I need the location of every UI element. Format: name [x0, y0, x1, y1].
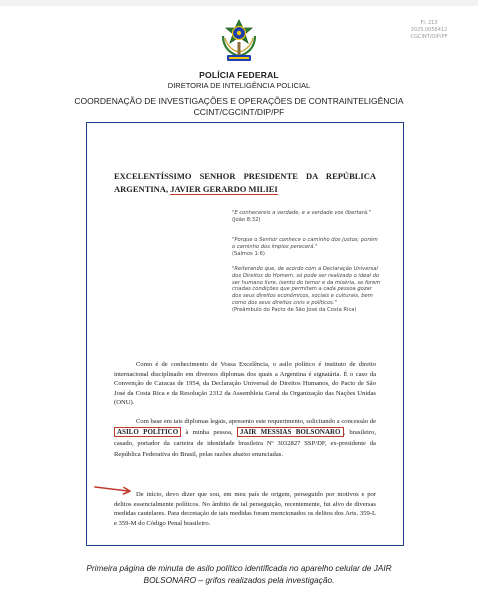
paragraph-2-intro: Com base em tais diplomas legais, apresento este requerimento, solicitando a concessão de: [136, 418, 376, 425]
stamp-line-3: CGCINT/DIP/PF: [410, 34, 448, 40]
name-highlight: JAIR MESSIAS BOLSONARO: [237, 427, 344, 437]
stamp-line-1: Fl. 213: [420, 20, 438, 26]
department-name: DIRETORIA DE INTELIGÊNCIA POLICIAL: [167, 81, 311, 90]
epigraph-3: [232, 266, 382, 314]
coat-of-arms-icon: [217, 18, 261, 64]
caption-line-2: BOLSONARO – grifos realizados pela investigação.: [143, 575, 335, 585]
epigraph-1-source: (João 8:32): [232, 216, 261, 223]
caption-line-1: Primeira página de minuta de asilo político identificada no aparelho celular de JAIR: [86, 563, 392, 573]
paragraph-2-rest: , brasileiro, casado, portador da carteira de identidade brasileira Nº 3032827 SSP/DF, ex-presidente da República Federativa do Brasil, pelas razões abaixo enunciadas.: [114, 429, 376, 458]
paragraph-2-middle: à minha pessoa,: [185, 429, 233, 436]
epigraph-1-quote: "E conhecereis a verdade, e a verdade vos libertará.": [232, 210, 372, 216]
address-prefix: EXCELENTÍSSIMO SENHOR PRESIDENTE DA REPÚBLICA ARGENTINA,: [114, 171, 376, 194]
epigraph-3-source: (Preâmbulo do Pacto de São José da Costa Rica): [232, 306, 357, 313]
coordination-code: CCINT/CGCINT/DIP/PF: [193, 107, 285, 117]
paragraph-1: Como é de conhecimento de Vossa Excelência, o asilo político é instituto de direito internacional disciplinado em diversos diplomas dos quais a Argentina é signatária. É o caso da Convenção de Caracas de 1954, da Declaração Universal de Direitos Humanos, do Pacto de São José da Costa Rica e da Resolução 2312 da Assembleia Geral da Organização das Nações Unidas (ONU).: [114, 361, 376, 407]
epigraph-1: [232, 210, 382, 224]
organization-name: POLÍCIA FEDERAL: [199, 70, 279, 80]
epigraph-2: [232, 237, 382, 257]
figure-caption: [0, 562, 478, 586]
address-name-underlined: JAVIER GERARDO MILIEI: [170, 184, 278, 194]
top-edge: [0, 0, 478, 6]
coordination-name: COORDENAÇÃO DE INVESTIGAÇÕES E OPERAÇÕES DE CONTRAINTELIGÊNCIA: [74, 96, 404, 106]
paragraph-3: De início, devo dizer que sou, em meu país de origem, perseguido por motivos e por delitos essencialmente políticos. No âmbito de tal perseguição, recentemente, fui alvo de diversas medidas cautelares. Para decretação de tais medidas foram mencionados os delitos dos Arts. 359-L e 359-M do Código Penal brasileiro.: [114, 491, 376, 527]
asylum-highlight: ASILO POLÍTICO: [114, 427, 181, 437]
epigraph-2-quote: "Porque o Senhor conhece o caminho dos justos; porém o caminho dos ímpios perecerá.": [232, 237, 378, 250]
paragraph-2: [114, 416, 376, 460]
epigraph-2-source: (Salmos 1:6): [232, 250, 265, 257]
epigraph-3-quote: "Reiterando que, de acordo com a Declaração Universal dos Direitos do Homem, só pode ser realizado o ideal do ser humano livre, isento do temor e da miséria, se forem criadas condições que permitam a cada pessoa gozar dos seus direitos econômicos, sociais e culturais, bem como dos seus direitos civis e políticos.": [232, 266, 381, 306]
document-address: [114, 170, 376, 196]
page-stamp: [394, 20, 464, 41]
stamp-line-2: 2025.0056412: [410, 27, 448, 33]
